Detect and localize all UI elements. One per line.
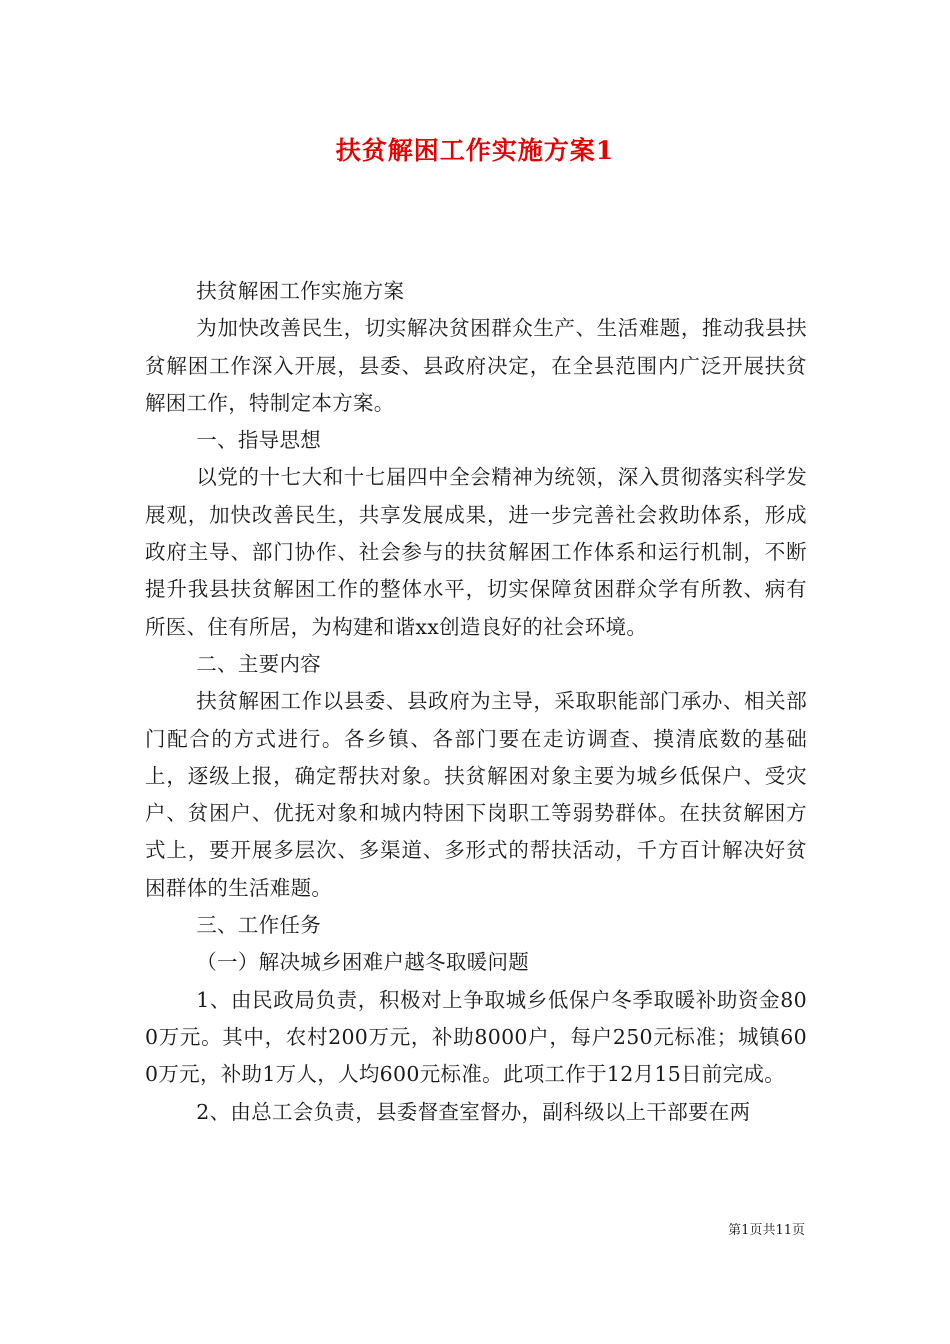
paragraph-intro: 为加快改善民生，切实解决贫困群众生产、生活难题，推动我县扶贫解困工作深入开展，县委、县政府决定，在全县范围内广泛开展扶贫解困工作，特制定本方案。 — [145, 316, 807, 415]
paragraph-task-1: 1、由民政局负责，积极对上争取城乡低保户冬季取暖补助资金800万元。其中，农村200万元，补助8000户，每户250元标准；城镇600万元，补助1万人，人均600元标准。此项工作于12月15日前完成。 — [145, 987, 807, 1087]
section-heading-guiding-ideology: 一、指导思想 — [196, 428, 322, 453]
page-title: 扶贫解困工作实施方案1 — [335, 136, 615, 165]
paragraph-guiding-ideology: 以党的十七大和十七届四中全会精神为统领，深入贯彻落实科学发展观，加快改善民生，共享发展成果，进一步完善社会救助体系，形成政府主导、部门协作、社会参与的扶贫解困工作体系和运行机制，不断提升我县扶贫解困工作的整体水平，切实保障贫困群众学有所教、病有所医、住有所居，为构建和谐xx创造良好的社会环境。 — [145, 465, 807, 639]
document-body — [145, 273, 807, 1131]
section-heading-work-tasks: 三、工作任务 — [196, 913, 322, 938]
paragraph-task-2: 2、由总工会负责，县委督查室督办，副科级以上干部要在两 — [196, 1099, 751, 1124]
section-heading-main-content: 二、主要内容 — [196, 651, 322, 676]
page-footer — [0, 1222, 805, 1240]
paragraph-main-content: 扶贫解困工作以县委、县政府为主导，采取职能部门承办、相关部门配合的方式进行。各乡镇、各部门要在走访调查、摸清底数的基础上，逐级上报，确定帮扶对象。扶贫解困对象主要为城乡低保户、受灾户、贫困户、优抚对象和城内特困下岗职工等弱势群体。在扶贫解困方式上，要开展多层次、多渠道、多形式的帮扶活动，千方百计解决好贫困群体的生活难题。 — [145, 689, 807, 900]
subsection-heading-winter-heating: （一）解决城乡困难户越冬取暖问题 — [196, 950, 530, 975]
page-number: 第1页共11页 — [728, 1223, 805, 1238]
paragraph-heading: 扶贫解困工作实施方案 — [196, 279, 405, 303]
